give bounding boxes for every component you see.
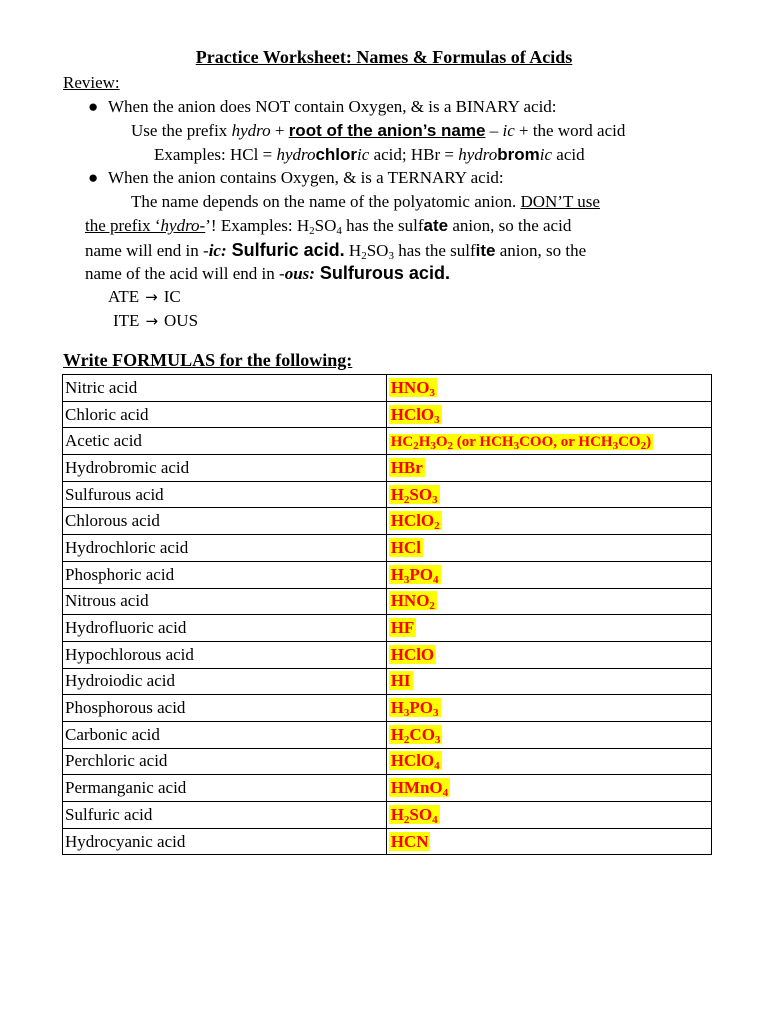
l2-has-text: has the sulf [341,216,424,235]
formula-subscript: 3 [430,439,436,452]
formula-subscript: 3 [432,493,438,506]
ous-label: OUS [164,311,199,330]
l3-h-text: H [344,241,362,260]
binary-examples [154,144,585,166]
ex1-root-text: chlor [315,145,358,164]
ate-text: ate [423,216,449,235]
acid-name-cell: Sulfuric acid [63,802,387,829]
formula-text: HCN [390,831,429,851]
ex2-ic-text: ic [539,145,553,164]
formula-answer [389,434,653,450]
formula-text: H [390,484,404,504]
page-title: Practice Worksheet: Names & Formulas of Acids [195,47,573,67]
table-row [63,375,712,402]
formula-text: H [418,433,431,450]
formula-text: HBr [390,457,423,477]
examples-label: Examples: HCl = [154,145,277,164]
formula-text: HF [390,618,415,638]
acid-name-cell: Chlorous acid [63,508,387,535]
formula-text: SO [409,804,433,824]
acid-name-cell: Phosphoric acid [63,561,387,588]
formula-subscript: 2 [413,439,419,452]
table-row [63,455,712,482]
ternary-bullet-text: When the anion contains Oxygen, & is a TERNARY acid: [108,168,504,187]
l4-start-text: name of the acid will end in - [85,264,285,283]
l3-end-text: anion, so the [495,241,587,260]
formula-subscript: 3 [429,386,435,399]
formula-answer [389,485,440,504]
prefix-text: the prefix ‘ [85,216,161,235]
formula-text: HCl [390,537,421,557]
table-row [63,615,712,642]
hydro-dash-text: hydro- [160,216,206,235]
sulfurous-acid-text: Sulfurous acid. [314,263,450,283]
l3-has-text: has the sulf [393,241,476,260]
acid-name-cell: Hydrofluoric acid [63,615,387,642]
ate-ic-rule [108,286,181,308]
formula-text: HNO [390,377,430,397]
acid-name-cell: Sulfurous acid [63,481,387,508]
formula-answer [389,778,450,800]
table-row [63,695,712,722]
table-row [63,401,712,428]
section-heading: Write FORMULAS for the following: [63,350,353,370]
formula-answer [389,458,425,477]
acid-name-cell: Hypochlorous acid [63,641,387,668]
formula-answer [389,671,413,690]
ternary-line-2 [85,215,571,237]
formula-subscript: 4 [434,760,440,773]
bullet-icon: ● [88,168,99,187]
acid-name-cell: Nitric acid [63,375,387,402]
l2-end-text: anion, so the acid [448,216,572,235]
formula-text: H [390,724,404,744]
acid-formula-cell [386,695,711,722]
formula-answer [389,565,441,584]
formula-text: H [390,698,404,718]
formula-text: HClO [390,511,435,531]
ex2-hydro-text: hydro [458,145,498,164]
formula-text: HC [390,433,414,450]
formula-subscript: 2 [403,813,410,826]
acid-formula-cell [386,615,711,642]
acid-name-cell: Hydroiodic acid [63,668,387,695]
formula-text: HMnO [390,778,443,798]
formula-answer [389,805,440,824]
formula-answer [389,645,436,664]
formula-subscript: 4 [442,787,449,800]
acid-name-cell: Chloric acid [63,401,387,428]
bullet-icon: ● [88,97,99,116]
table-row [63,748,712,775]
formula-text: HNO [390,591,430,611]
table-row [63,535,712,562]
formula-text: HClO [390,404,435,424]
acid-name-cell: Perchloric acid [63,748,387,775]
ite-ous-rule [113,310,198,332]
formula-subscript: 3 [433,707,439,720]
rule-hydro-text: hydro [231,121,271,140]
ex1-end-text: acid; HBr = [369,145,459,164]
subscript: 2 [309,225,315,237]
acid-formula-cell [386,561,711,588]
ite-text: ite [475,241,496,260]
rule-prefix-text: Use the prefix [131,121,232,140]
ate-label: ATE [108,287,140,306]
ternary-bullet [88,167,504,189]
acid-formula-cell [386,481,711,508]
l3-start-text: name will end in - [85,241,209,260]
formula-subscript: 2 [403,733,410,746]
ite-label: ITE [113,311,140,330]
acid-formula-cell [386,428,711,455]
ous-suffix-text: ous: [284,264,315,283]
acid-formula-cell [386,802,711,829]
formula-answer [389,591,437,613]
formula-answer [389,405,442,424]
binary-bullet [88,96,557,118]
acid-formula-table [62,374,712,855]
formula-subscript: 4 [433,573,439,586]
table-row [63,508,712,535]
acid-formula-cell [386,455,711,482]
acid-table-body [63,375,712,855]
table-row [63,775,712,802]
formula-answer [389,698,441,720]
formula-answer [389,511,442,533]
ex1-ic-text: ic [357,145,370,164]
formula-text: CO [618,433,641,450]
subscript: 3 [388,250,394,262]
table-row [63,588,712,615]
l2-so-text: SO [314,216,337,235]
subscript: 4 [336,225,342,237]
ternary-line-3 [85,239,586,262]
review-label: Review: [63,73,120,92]
rule-plus-text: + [270,121,289,140]
acid-formula-cell [386,721,711,748]
formula-answer [389,538,423,557]
acid-formula-cell [386,401,711,428]
acid-name-cell: Hydrocyanic acid [63,828,387,855]
ternary-l1-text: The name depends on the name of the polyatomic anion. [131,192,521,211]
acid-name-cell: Nitrous acid [63,588,387,615]
ex1-hydro-text: hydro [276,145,316,164]
arrow-right-icon: → [145,312,159,330]
formula-subscript: 2 [403,493,410,506]
ex2-root-text: brom [497,145,540,164]
formula-text: HClO [390,751,435,771]
sulfuric-acid-text: Sulfuric acid. [226,240,345,260]
table-row [63,428,712,455]
formula-subscript: 2 [447,439,454,452]
formula-text: HI [390,671,411,691]
quote-close-text: ’ [205,216,211,235]
rule-ic-text: ic [502,121,515,140]
formula-text: (or HCH [453,433,514,450]
formula-answer [389,832,431,851]
formula-subscript: 3 [612,439,619,452]
table-row [63,828,712,855]
formula-text: CO [409,724,435,744]
acid-formula-cell [386,535,711,562]
formula-subscript: 3 [434,413,440,426]
acid-name-cell: Carbonic acid [63,721,387,748]
table-row [63,641,712,668]
acid-name-cell: Phosphorous acid [63,695,387,722]
table-row [63,721,712,748]
acid-formula-cell [386,375,711,402]
formula-subscript: 4 [432,813,438,826]
acid-formula-cell [386,641,711,668]
formula-text: H [390,564,404,584]
table-row [63,561,712,588]
formula-answer [389,378,437,397]
ic-suffix-text: ic: [208,241,227,260]
acid-formula-cell [386,668,711,695]
formula-text: PO [409,564,434,584]
formula-answer [389,725,443,744]
acid-formula-cell [386,775,711,802]
formula-answer [389,618,417,637]
acid-name-cell: Hydrochloric acid [63,535,387,562]
arrow-right-icon: → [145,288,158,306]
ternary-line-4 [85,262,450,285]
acid-name-cell: Acetic acid [63,428,387,455]
dont-use-text: DON’T use [520,192,600,211]
formula-text: O [435,433,448,450]
l2-examples-text: ! Examples: H [210,216,310,235]
formula-text: PO [409,698,434,718]
formula-text: H [390,804,404,824]
acid-formula-cell [386,828,711,855]
formula-subscript: 3 [403,707,410,720]
acid-formula-cell [386,588,711,615]
rule-root-text: root of the anion’s name [288,121,486,140]
ternary-line-1 [131,191,600,213]
formula-answer [389,751,442,773]
table-row [63,481,712,508]
formula-subscript: 3 [434,733,441,746]
ex2-end-text: acid [552,145,585,164]
rule-end-text: + the word acid [514,121,626,140]
table-row [63,802,712,829]
l3-so-text: SO [366,241,389,260]
rule-dash-text: – [485,121,503,140]
formula-subscript: 2 [640,439,647,452]
acid-formula-cell [386,748,711,775]
acid-name-cell: Permanganic acid [63,775,387,802]
formula-text: HClO [390,644,435,664]
formula-subscript: 2 [434,520,440,533]
subscript: 2 [361,250,367,262]
formula-text: SO [409,484,433,504]
formula-text: ) [646,433,652,450]
ic-label: IC [163,287,181,306]
binary-rule [131,120,625,142]
formula-subscript: 2 [429,600,435,613]
formula-subscript: 3 [513,439,520,452]
binary-bullet-text: When the anion does NOT contain Oxygen, & is a BINARY acid: [108,97,557,116]
table-row [63,668,712,695]
acid-name-cell: Hydrobromic acid [63,455,387,482]
formula-text: COO, or HCH [519,433,613,450]
formula-subscript: 3 [403,573,410,586]
acid-formula-cell [386,508,711,535]
